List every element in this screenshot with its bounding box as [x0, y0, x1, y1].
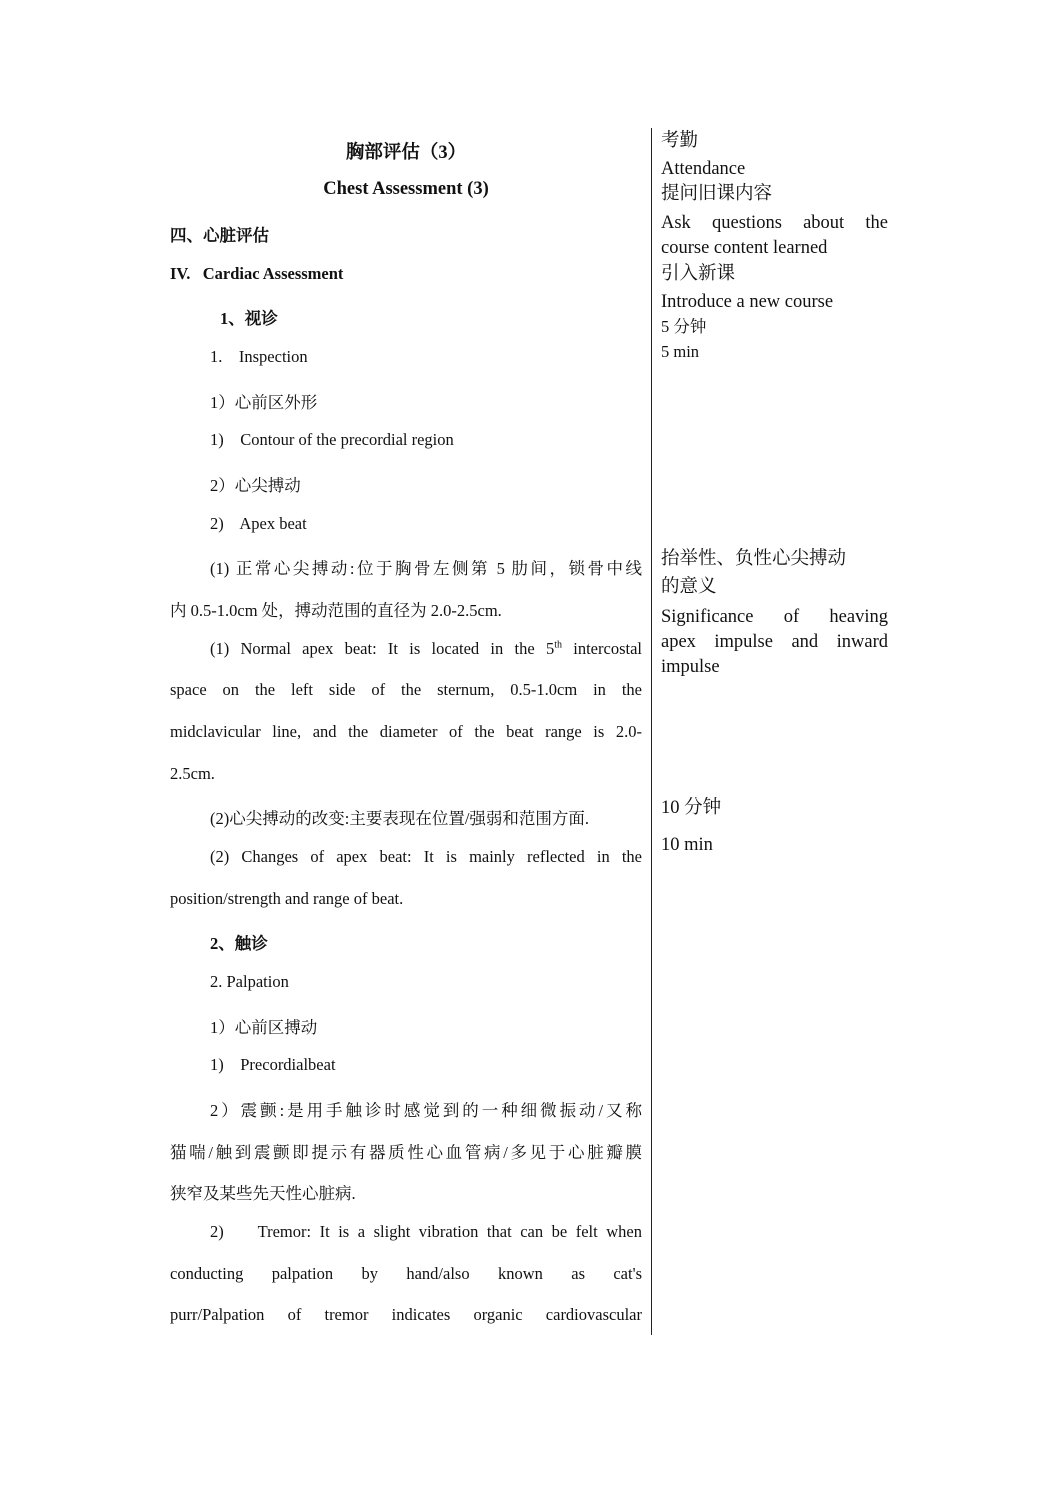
note-questions-english-line1: Ask questions about the: [661, 213, 888, 233]
note-time-chinese-10: 10 分钟: [661, 798, 722, 818]
item-contour-chinese: 1）心前区外形: [210, 393, 318, 412]
column-divider: [651, 128, 652, 1335]
subsection-palpation-english: 2. Palpation: [210, 972, 289, 991]
paragraph-changes-english-line2: position/strength and range of beat.: [170, 889, 404, 908]
subsection-inspection-chinese: 1、视诊: [220, 309, 278, 328]
superscript-th: th: [554, 639, 562, 651]
paragraph-tremor-english-line3: purr/Palpation of tremor indicates organic cardiovascular: [170, 1305, 642, 1324]
paragraph-normal-apex-english-line1: (1) Normal apex beat: It is located in the 5th intercostal: [210, 639, 642, 658]
item-precordial-english: 1) Precordialbeat: [210, 1055, 336, 1074]
paragraph-normal-apex-english-line2: space on the left side of the sternum, 0.5-1.0cm in the: [170, 680, 642, 699]
item-apex-english: 2) Apex beat: [210, 514, 307, 533]
subsection-palpation-chinese: 2、触诊: [210, 934, 268, 953]
note-questions-chinese: 提问旧课内容: [661, 184, 773, 204]
section-text: Cardiac Assessment: [202, 264, 344, 283]
subsection-inspection-english: 1. Inspection: [210, 347, 308, 366]
title-english: Chest Assessment (3): [323, 179, 489, 199]
note-new-course-chinese: 引入新课: [661, 264, 736, 284]
item-apex-chinese: 2）心尖搏动: [210, 476, 301, 495]
title-chinese: 胸部评估（3）: [345, 143, 467, 163]
paragraph-tremor-chinese-line1: 2）震颤:是用手触诊时感觉到的一种细微振动/又称: [210, 1101, 642, 1120]
section-number: IV.: [170, 264, 191, 283]
note-significance-english-line3: impulse: [661, 657, 720, 677]
paragraph-normal-apex-english-line3: midclavicular line, and the diameter of the beat range is 2.0-: [170, 722, 642, 741]
paragraph-tremor-english-line2: conducting palpation by hand/also known as cat's: [170, 1264, 642, 1283]
note-new-course-english: Introduce a new course: [661, 292, 834, 312]
paragraph-changes-english-line1: (2) Changes of apex beat: It is mainly reflected in the: [210, 847, 642, 866]
note-significance-chinese-line2: 的意义: [661, 577, 717, 597]
item-precordial-chinese: 1）心前区搏动: [210, 1018, 318, 1037]
paragraph-normal-apex-english-line4: 2.5cm.: [170, 764, 215, 783]
paragraph-normal-apex-chinese-line2: 内 0.5-1.0cm 处，搏动范围的直径为 2.0-2.5cm.: [170, 601, 502, 620]
paragraph-tremor-english-line1: 2) Tremor: It is a slight vibration that can be felt when: [210, 1222, 642, 1241]
note-attendance-chinese: 考勤: [661, 131, 699, 151]
note-time-english-10: 10 min: [661, 835, 713, 855]
note-significance-english-line1: Significance of heaving: [661, 607, 888, 627]
note-significance-english-line2: apex impulse and inward: [661, 632, 888, 652]
note-attendance-english: Attendance: [661, 159, 746, 179]
paragraph-tremor-chinese-line2: 猫喘/触到震颤即提示有器质性心血管病/多见于心脏瓣膜: [170, 1143, 642, 1162]
item-contour-english: 1) Contour of the precordial region: [210, 430, 454, 449]
paragraph-normal-apex-chinese-line1: (1) 正常心尖搏动:位于胸骨左侧第 5 肋间，锁骨中线: [210, 559, 642, 578]
section-heading-english: [170, 264, 343, 284]
note-significance-chinese-line1: 抬举性、负性心尖搏动: [661, 549, 847, 569]
section-heading-chinese: 四、心脏评估: [170, 226, 269, 245]
paragraph-changes-chinese: (2)心尖搏动的改变:主要表现在位置/强弱和范围方面.: [210, 809, 590, 828]
note-time-chinese-5: 5 分钟: [661, 317, 707, 336]
note-time-english-5: 5 min: [661, 342, 700, 361]
paragraph-tremor-chinese-line3: 狭窄及某些先天性心脏病.: [170, 1184, 356, 1203]
note-questions-english-line2: course content learned: [661, 238, 828, 258]
